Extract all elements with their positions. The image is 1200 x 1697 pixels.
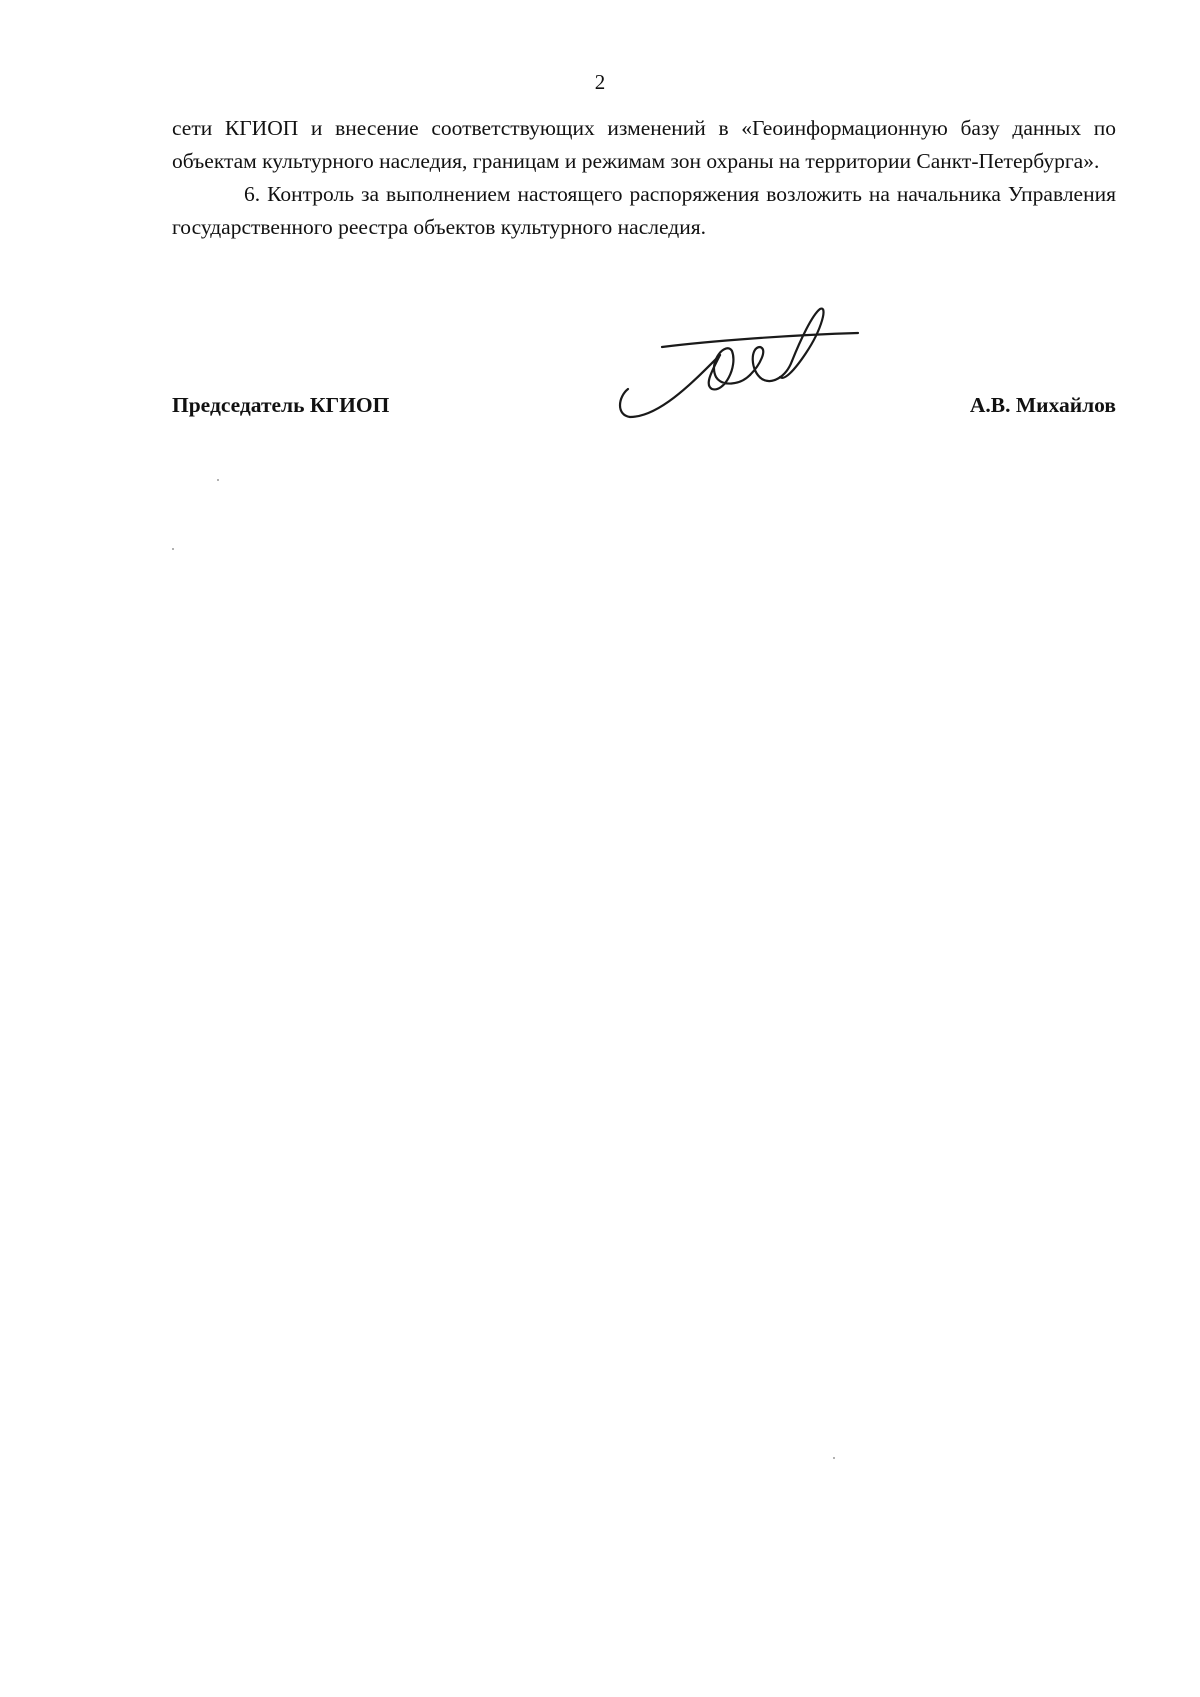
signatory-name: А.В. Михайлов [969,393,1116,417]
scan-speck [217,479,219,481]
paragraph-item-6: 6. Контроль за выполнением настоящего распоряжения возложить на начальника Управления государственного реестра объектов культурного наследия. [172,182,1116,239]
paragraph-continuation: сети КГИОП и внесение соответствующих изменений в «Геоинформационную базу данных по объектам культурного наследия, границам и режимам зон охраны на территории Санкт-Петербурга». [172,116,1116,173]
scan-speck [172,548,174,550]
document-body [172,112,1116,244]
handwritten-signature [600,305,880,465]
scan-speck [833,1457,835,1459]
page-number: 2 [594,70,606,94]
signatory-position: Председатель КГИОП [172,393,390,417]
